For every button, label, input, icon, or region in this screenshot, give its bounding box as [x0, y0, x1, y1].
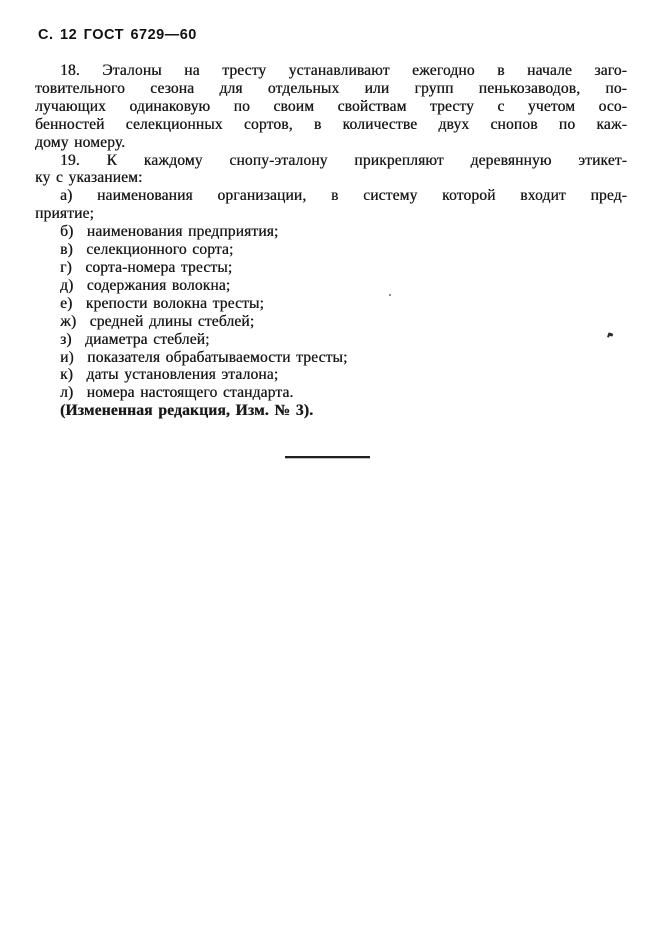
list-item-i-line-1: и) показателя обрабатываемости тресты;	[60, 348, 348, 366]
list-item-a-line-2: приятие;	[35, 205, 94, 223]
para-18-line-5: дому номеру.	[35, 133, 126, 151]
list-item-e-line-1: е) крепости волокна тресты;	[60, 294, 264, 312]
para-19-line-2: ку с указанием:	[35, 169, 143, 187]
para-19-line-1: 19. К каждому снопу-эталону прикрепляют деревянную этикет-	[60, 151, 627, 169]
page-header-running-title: С. 12 ГОСТ 6729—60	[38, 27, 197, 43]
section-divider-line	[285, 456, 370, 458]
scan-artifact-dot	[389, 294, 391, 296]
list-item-a-line-1: а) наименования организации, в систему которой входит пред-	[60, 187, 627, 205]
list-item-g-line-1: г) сорта-номера тресты;	[60, 258, 233, 276]
para-18-line-4: бенностей селекционных сортов, в количестве двух снопов по каж-	[35, 115, 627, 133]
list-item-v-line-1: в) селекционного сорта;	[60, 241, 234, 259]
scan-artifact-mark	[608, 332, 614, 336]
list-item-zh-line-1: ж) средней длины стеблей;	[60, 312, 255, 330]
para-18-line-3: лучающих одинаковую по своим свойствам тресту с учетом осо-	[35, 97, 627, 115]
list-item-k-line-1: к) даты установления эталона;	[60, 366, 279, 384]
text-block	[35, 62, 627, 420]
para-18-line-2: товительного сезона для отдельных или групп пенькозаводов, по-	[35, 79, 627, 97]
list-item-b-line-1: б) наименования предприятия;	[60, 223, 279, 241]
list-item-d-line-1: д) содержания волокна;	[60, 276, 231, 294]
list-item-z-line-1: з) диаметра стеблей;	[60, 330, 210, 348]
list-item-l-line-1: л) номера настоящего стандарта.	[60, 384, 294, 402]
para-18-line-1: 18. Эталоны на тресту устанавливают ежегодно в начале заго-	[60, 62, 627, 79]
amendment-note-line-1: (Измененная редакция, Изм. № 3).	[60, 402, 314, 420]
